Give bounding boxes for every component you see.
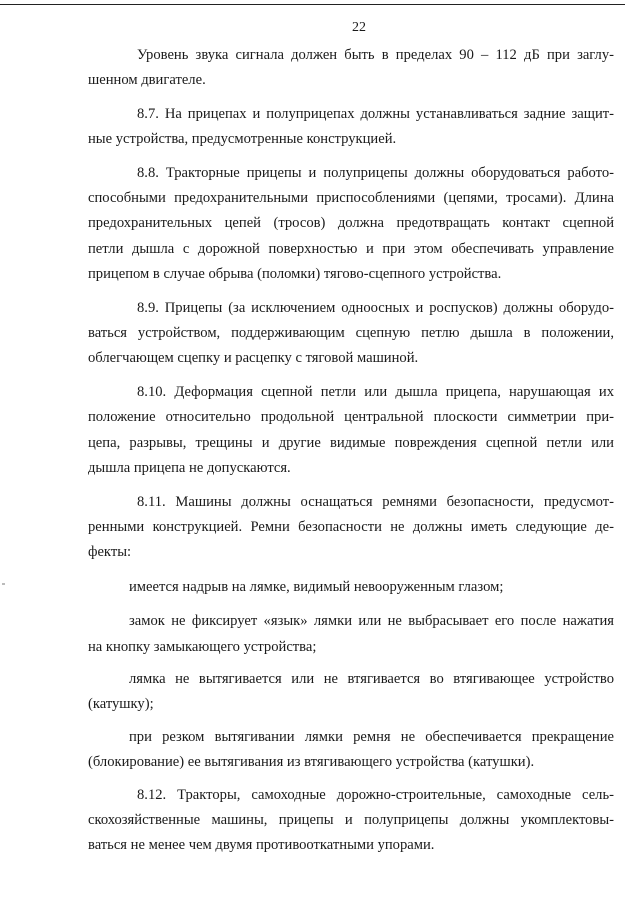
text-line: положение относительно продольной центральной плоскости симметрии при-: [88, 409, 614, 426]
text-line: 8.8. Тракторные прицепы и полуприцепы должны оборудоваться работо-: [137, 164, 614, 181]
block-spacer: [88, 372, 614, 380]
text-line: (катушку);: [88, 696, 154, 713]
text-line: дышла прицепа не допускаются.: [88, 460, 291, 477]
text-line: скохозяйственные машины, прицепы и полуприцепы должны укомплектовы-: [88, 811, 614, 828]
text-line: имеется надрыв на лямке, видимый невооруженным глазом;: [129, 578, 504, 595]
block-spacer: [88, 776, 614, 783]
page-number: 22: [352, 20, 366, 35]
block-spacer: [88, 600, 614, 609]
text-line: (блокирование) ее вытягивания из втягивающего устройства (катушки).: [88, 754, 535, 771]
text-line: 8.9. Прицепы (за исключением одноосных и роспусков) должны оборудо-: [137, 299, 614, 316]
text-line: петли дышла с дорожной поверхностью и при этом обеспечивать управление: [88, 240, 614, 257]
list-item: [88, 575, 614, 600]
text-line: при резком вытягивании лямки ремня не обеспечивается прекращение: [129, 728, 614, 745]
text-line: лямка не вытягивается или не втягивается во втягивающее устройство: [129, 670, 614, 687]
text-line: ваться не менее чем двумя противооткатными упорами.: [88, 837, 435, 854]
text-line: цепа, разрывы, трещины и другие видимые повреждения сцепной петли или: [88, 434, 614, 451]
text-line: на кнопку замыкающего устройства;: [88, 638, 317, 655]
block-spacer: [88, 94, 614, 102]
list-item: [88, 667, 614, 718]
paragraph: [88, 43, 614, 94]
text-line: ренными конструкцией. Ремни безопасности не должны иметь следующие де-: [88, 518, 614, 535]
block-spacer: [88, 718, 614, 725]
paragraph: [88, 380, 614, 482]
text-line: фекты:: [88, 544, 132, 561]
paragraph: [88, 296, 614, 372]
paragraph: [88, 161, 614, 288]
paragraph: [88, 783, 614, 859]
text-line: Уровень звука сигнала должен быть в пределах 90 – 112 дБ при заглу-: [137, 47, 614, 63]
block-spacer: [88, 660, 614, 667]
top-border-line: [0, 4, 625, 5]
document-body: [88, 43, 614, 859]
scan-speck: [2, 583, 5, 585]
text-line: 8.12. Тракторы, самоходные дорожно-строительные, самоходные сель-: [137, 786, 614, 803]
text-line: способными предохранительными приспособлениями (цепями, тросами). Длина: [88, 190, 614, 207]
text-line: предохранительных цепей (тросов) должна предотвращать контакт сцепной: [88, 215, 614, 232]
text-line: 8.10. Деформация сцепной петли или дышла прицепа, нарушающая их: [137, 383, 614, 400]
text-line: 8.11. Машины должны оснащаться ремнями безопасности, предусмот-: [137, 493, 614, 510]
text-line: 8.7. На прицепах и полуприцепах должны устанавливаться задние защит-: [137, 105, 614, 122]
block-spacer: [88, 288, 614, 296]
block-spacer: [88, 482, 614, 490]
list-item: [88, 609, 614, 660]
text-line: прицепом в случае обрыва (поломки) тягово-сцепного устройства.: [88, 266, 502, 283]
text-line: облегчающем сцепку и расцепку с тяговой машиной.: [88, 350, 419, 367]
text-line: ваться устройством, поддерживающим сцепную петлю дышла в положении,: [88, 325, 614, 342]
block-spacer: [88, 566, 614, 575]
text-line: шенном двигателе.: [88, 72, 206, 89]
text-line: ные устройства, предусмотренные конструкцией.: [88, 131, 397, 148]
block-spacer: [88, 153, 614, 161]
paragraph: [88, 490, 614, 566]
paragraph: [88, 102, 614, 153]
text-line: замок не фиксирует «язык» лямки или не выбрасывает его после нажатия: [129, 613, 614, 630]
list-item: [88, 725, 614, 776]
